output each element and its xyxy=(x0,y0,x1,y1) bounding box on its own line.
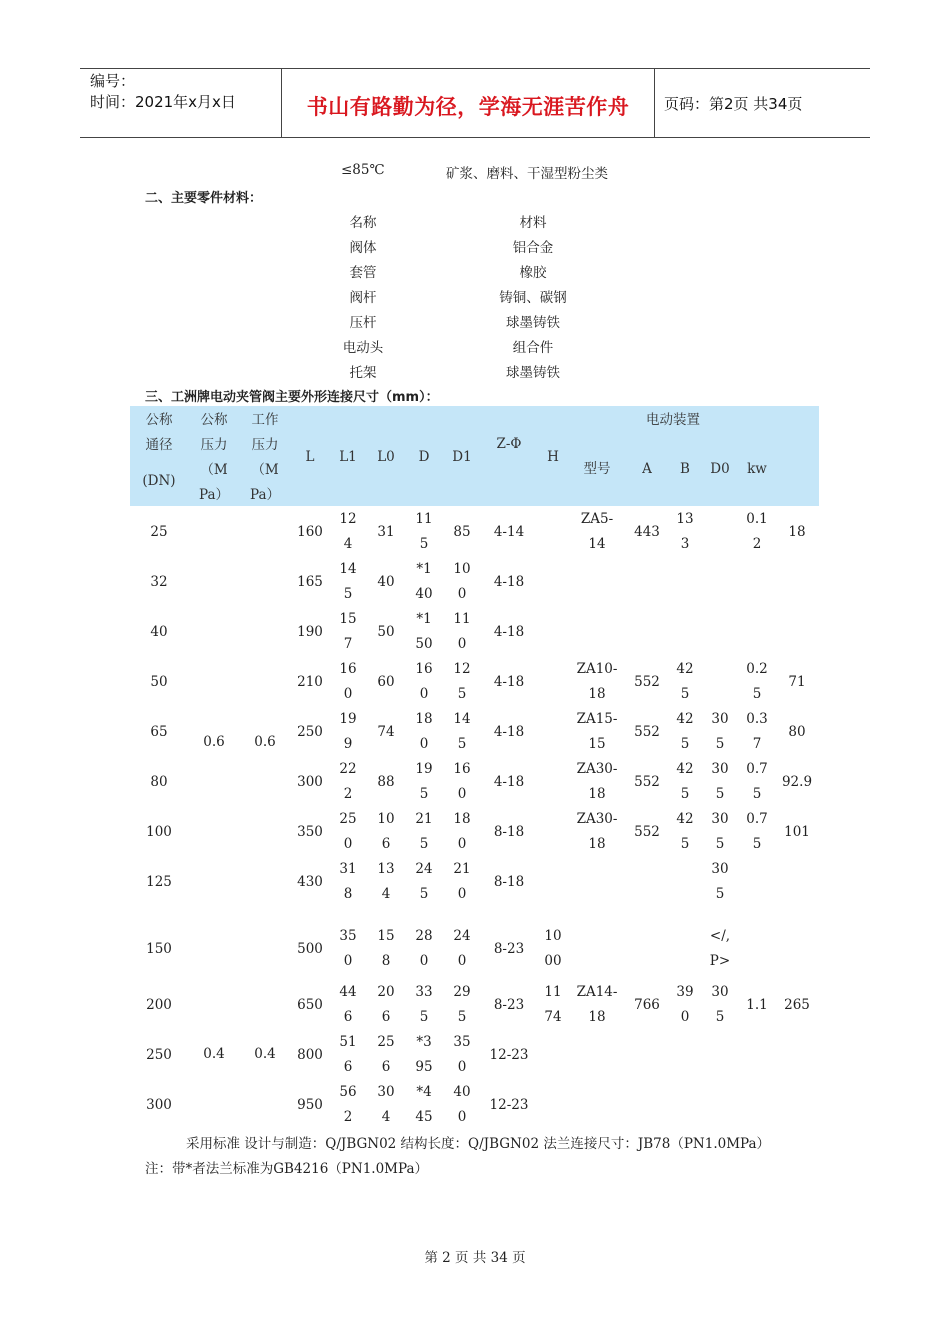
part-material: 橡胶 xyxy=(519,265,547,281)
cell-l1: 16 0 xyxy=(339,661,357,702)
cell-dn: 150 xyxy=(146,940,172,957)
cell-power: 71 xyxy=(788,673,806,690)
doc-number-label: 编号： xyxy=(90,72,136,90)
cell-d: 33 5 xyxy=(415,984,433,1025)
cell-d0: 30 5 xyxy=(711,861,729,902)
cell-d1: 29 5 xyxy=(453,984,471,1025)
cell-l1: 51 6 xyxy=(339,1034,357,1075)
part-material: 组合件 xyxy=(512,340,554,356)
cell-l0: 50 xyxy=(377,623,395,640)
cell-l1: 14 5 xyxy=(339,561,357,602)
cell-l0: 10 6 xyxy=(377,811,395,852)
cell-dn: 32 xyxy=(150,573,168,590)
cell-power: 101 xyxy=(784,823,810,840)
section3-title: 三、工洲牌电动夹管阀主要外形连接尺寸（mm）： xyxy=(145,390,439,405)
cell-d1: 24 0 xyxy=(453,928,471,969)
cell-b: 42 5 xyxy=(676,811,694,852)
cell-z-phi: 8-18 xyxy=(493,873,525,890)
doc-time-label: 时间：2021年x月x日 xyxy=(90,93,236,111)
col-header-d0: D0 xyxy=(710,461,730,477)
cell-z-phi: 4-18 xyxy=(493,673,525,690)
cell-l: 250 xyxy=(297,723,323,740)
cell-model: ZA30- 18 xyxy=(576,761,618,802)
header-page-info: 页码：第2页 共34页 xyxy=(664,95,803,113)
cell-kw: 0.2 5 xyxy=(746,661,768,702)
cell-l0: 25 6 xyxy=(377,1034,395,1075)
part-name: 套管 xyxy=(349,265,377,281)
part-name: 阀体 xyxy=(349,240,377,256)
cell-d1: 14 5 xyxy=(453,711,471,752)
col-header-l1: L1 xyxy=(339,449,357,465)
cell-z-phi: 4-18 xyxy=(493,623,525,640)
cell-l1: 31 8 xyxy=(339,861,357,902)
cell-l: 165 xyxy=(297,573,323,590)
cell-dn: 25 xyxy=(150,523,168,540)
cell-dn: 40 xyxy=(150,623,168,640)
cell-l0: 20 6 xyxy=(377,984,395,1025)
cell-d0: 30 5 xyxy=(711,811,729,852)
cell-l1: 35 0 xyxy=(339,928,357,969)
col-header-working-pressure: 工作 压力 （M Pa） xyxy=(249,412,281,503)
medium-types: 矿浆、磨料、干湿型粉尘类 xyxy=(446,166,608,182)
col-header-dn: 公称 通径 xyxy=(145,412,173,453)
cell-power: 18 xyxy=(788,523,806,540)
cell-l1: 19 9 xyxy=(339,711,357,752)
cell-kw: 0.3 7 xyxy=(746,711,768,752)
cell-l0: 74 xyxy=(377,723,395,740)
cell-l1: 25 0 xyxy=(339,811,357,852)
cell-l0: 13 4 xyxy=(377,861,395,902)
col-header-b: B xyxy=(680,461,690,477)
cell-l: 160 xyxy=(297,523,323,540)
cell-l0: 31 xyxy=(377,523,395,540)
col-header-kw: kw xyxy=(747,461,767,477)
cell-l: 800 xyxy=(297,1046,323,1063)
cell-l: 430 xyxy=(297,873,323,890)
page-header xyxy=(80,68,870,138)
cell-l: 500 xyxy=(297,940,323,957)
cell-d0: 30 5 xyxy=(711,761,729,802)
part-material: 球墨铸铁 xyxy=(506,365,560,381)
cell-d: 19 5 xyxy=(415,761,433,802)
cell-d: *4 45 xyxy=(415,1084,433,1125)
cell-l: 350 xyxy=(297,823,323,840)
cell-l1: 15 7 xyxy=(339,611,357,652)
cell-z-phi: 4-14 xyxy=(493,523,525,540)
cell-a: 443 xyxy=(634,523,660,540)
cell-b: 13 3 xyxy=(676,511,694,552)
cell-a: 552 xyxy=(634,773,660,790)
part-material-header: 材料 xyxy=(519,215,547,231)
cell-model: ZA30- 18 xyxy=(576,811,618,852)
section2-title: 二、主要零件材料： xyxy=(145,191,263,206)
cell-z-phi: 8-18 xyxy=(493,823,525,840)
header-motto: 书山有路勤为径，学海无涯苦作舟 xyxy=(306,95,630,119)
cell-d: 28 0 xyxy=(415,928,433,969)
cell-b: 42 5 xyxy=(676,761,694,802)
cell-kw: 1.1 xyxy=(746,996,768,1013)
cell-dn: 80 xyxy=(150,773,168,790)
part-material: 铸铜、碳钢 xyxy=(499,290,567,306)
col-header-d: D xyxy=(418,449,430,465)
cell-z-phi: 8-23 xyxy=(493,996,525,1013)
cell-kw: 0.1 2 xyxy=(746,511,768,552)
cell-d1: 18 0 xyxy=(453,811,471,852)
cell-dn: 250 xyxy=(146,1046,172,1063)
cell-power: 80 xyxy=(788,723,806,740)
cell-d1: 11 0 xyxy=(453,611,471,652)
cell-d1: 40 0 xyxy=(453,1084,471,1125)
cell-a: 552 xyxy=(634,723,660,740)
col-header-model: 型号 xyxy=(583,461,611,477)
cell-working-pressure-group: 0.4 xyxy=(254,1046,276,1062)
cell-dn: 125 xyxy=(146,873,172,890)
cell-h: 11 74 xyxy=(544,984,562,1025)
cell-dn: 50 xyxy=(150,673,168,690)
cell-l1: 22 2 xyxy=(339,761,357,802)
col-header-l0: L0 xyxy=(377,449,395,465)
cell-d1: 16 0 xyxy=(453,761,471,802)
cell-d: 11 5 xyxy=(415,511,433,552)
cell-d0: 30 5 xyxy=(711,984,729,1025)
cell-d: 18 0 xyxy=(415,711,433,752)
cell-model: ZA14- 18 xyxy=(576,984,618,1025)
cell-power: 92.9 xyxy=(781,773,813,790)
cell-l: 650 xyxy=(297,996,323,1013)
cell-l1: 56 2 xyxy=(339,1084,357,1125)
cell-kw: 0.7 5 xyxy=(746,811,768,852)
cell-d: *1 50 xyxy=(415,611,433,652)
cell-d: *3 95 xyxy=(415,1034,433,1075)
temp-range: ≤85℃ xyxy=(341,162,385,178)
col-header-h: H xyxy=(547,449,559,465)
standards-line: 采用标准 设计与制造：Q/JBGN02 结构长度：Q/JBGN02 法兰连接尺寸：JB78（PN1.0MPa） xyxy=(186,1136,771,1152)
col-header-z-phi: Z-Φ xyxy=(496,436,522,452)
cell-a: 766 xyxy=(634,996,660,1013)
cell-d1: 10 0 xyxy=(453,561,471,602)
part-name: 电动头 xyxy=(342,340,384,356)
cell-model: ZA15- 15 xyxy=(576,711,618,752)
header-meta xyxy=(90,71,236,113)
cell-l0: 60 xyxy=(377,673,395,690)
cell-l0: 40 xyxy=(377,573,395,590)
cell-l: 950 xyxy=(297,1096,323,1113)
cell-z-phi: 4-18 xyxy=(493,723,525,740)
cell-d1: 35 0 xyxy=(453,1034,471,1075)
cell-d: 24 5 xyxy=(415,861,433,902)
cell-d1: 85 xyxy=(453,523,471,540)
cell-d1: 21 0 xyxy=(453,861,471,902)
cell-d: *1 40 xyxy=(415,561,433,602)
col-header-l: L xyxy=(305,449,315,465)
col-header-motor-unit: 电动装置 xyxy=(646,412,700,428)
cell-d: 16 0 xyxy=(415,661,433,702)
cell-dn: 300 xyxy=(146,1096,172,1113)
cell-model: ZA5- 14 xyxy=(580,511,614,552)
part-name: 压杆 xyxy=(349,315,377,331)
cell-h: 10 00 xyxy=(544,928,562,969)
cell-l: 190 xyxy=(297,623,323,640)
cell-working-pressure-group: 0.6 xyxy=(254,734,276,750)
cell-a: 552 xyxy=(634,823,660,840)
col-header-a: A xyxy=(642,461,652,477)
footnote: 注：带*者法兰标准为GB4216（PN1.0MPa） xyxy=(145,1161,429,1177)
col-header-nominal-pressure: 公称 压力 （M Pa） xyxy=(198,412,230,503)
cell-model: ZA10- 18 xyxy=(576,661,618,702)
cell-d: 21 5 xyxy=(415,811,433,852)
cell-dn: 100 xyxy=(146,823,172,840)
cell-nominal-pressure-group: 0.6 xyxy=(203,734,225,750)
header-divider xyxy=(654,69,655,137)
cell-l0: 88 xyxy=(377,773,395,790)
cell-dn: 200 xyxy=(146,996,172,1013)
cell-l0: 15 8 xyxy=(377,928,395,969)
cell-b: 39 0 xyxy=(676,984,694,1025)
cell-z-phi: 8-23 xyxy=(493,940,525,957)
cell-l1: 44 6 xyxy=(339,984,357,1025)
cell-z-phi: 12-23 xyxy=(489,1046,529,1063)
cell-dn: 65 xyxy=(150,723,168,740)
cell-l: 210 xyxy=(297,673,323,690)
part-material: 铝合金 xyxy=(512,240,554,256)
part-name-header: 名称 xyxy=(349,215,377,231)
cell-z-phi: 12-23 xyxy=(489,1096,529,1113)
part-name: 阀杆 xyxy=(349,290,377,306)
cell-b: 42 5 xyxy=(676,711,694,752)
cell-d1: 12 5 xyxy=(453,661,471,702)
cell-d0: </, P> xyxy=(709,928,731,969)
page-footer: 第 2 页 共 34 页 xyxy=(424,1250,526,1266)
cell-z-phi: 4-18 xyxy=(493,773,525,790)
cell-l1: 12 4 xyxy=(339,511,357,552)
cell-d0: 30 5 xyxy=(711,711,729,752)
cell-a: 552 xyxy=(634,673,660,690)
col-header-d1: D1 xyxy=(452,449,472,465)
cell-kw: 0.7 5 xyxy=(746,761,768,802)
cell-power: 265 xyxy=(784,996,810,1013)
part-material: 球墨铸铁 xyxy=(506,315,560,331)
col-header-dn-unit: (DN) xyxy=(142,473,176,489)
cell-b: 42 5 xyxy=(676,661,694,702)
cell-l: 300 xyxy=(297,773,323,790)
part-name: 托架 xyxy=(349,365,377,381)
cell-z-phi: 4-18 xyxy=(493,573,525,590)
cell-l0: 30 4 xyxy=(377,1084,395,1125)
cell-nominal-pressure-group: 0.4 xyxy=(203,1046,225,1062)
